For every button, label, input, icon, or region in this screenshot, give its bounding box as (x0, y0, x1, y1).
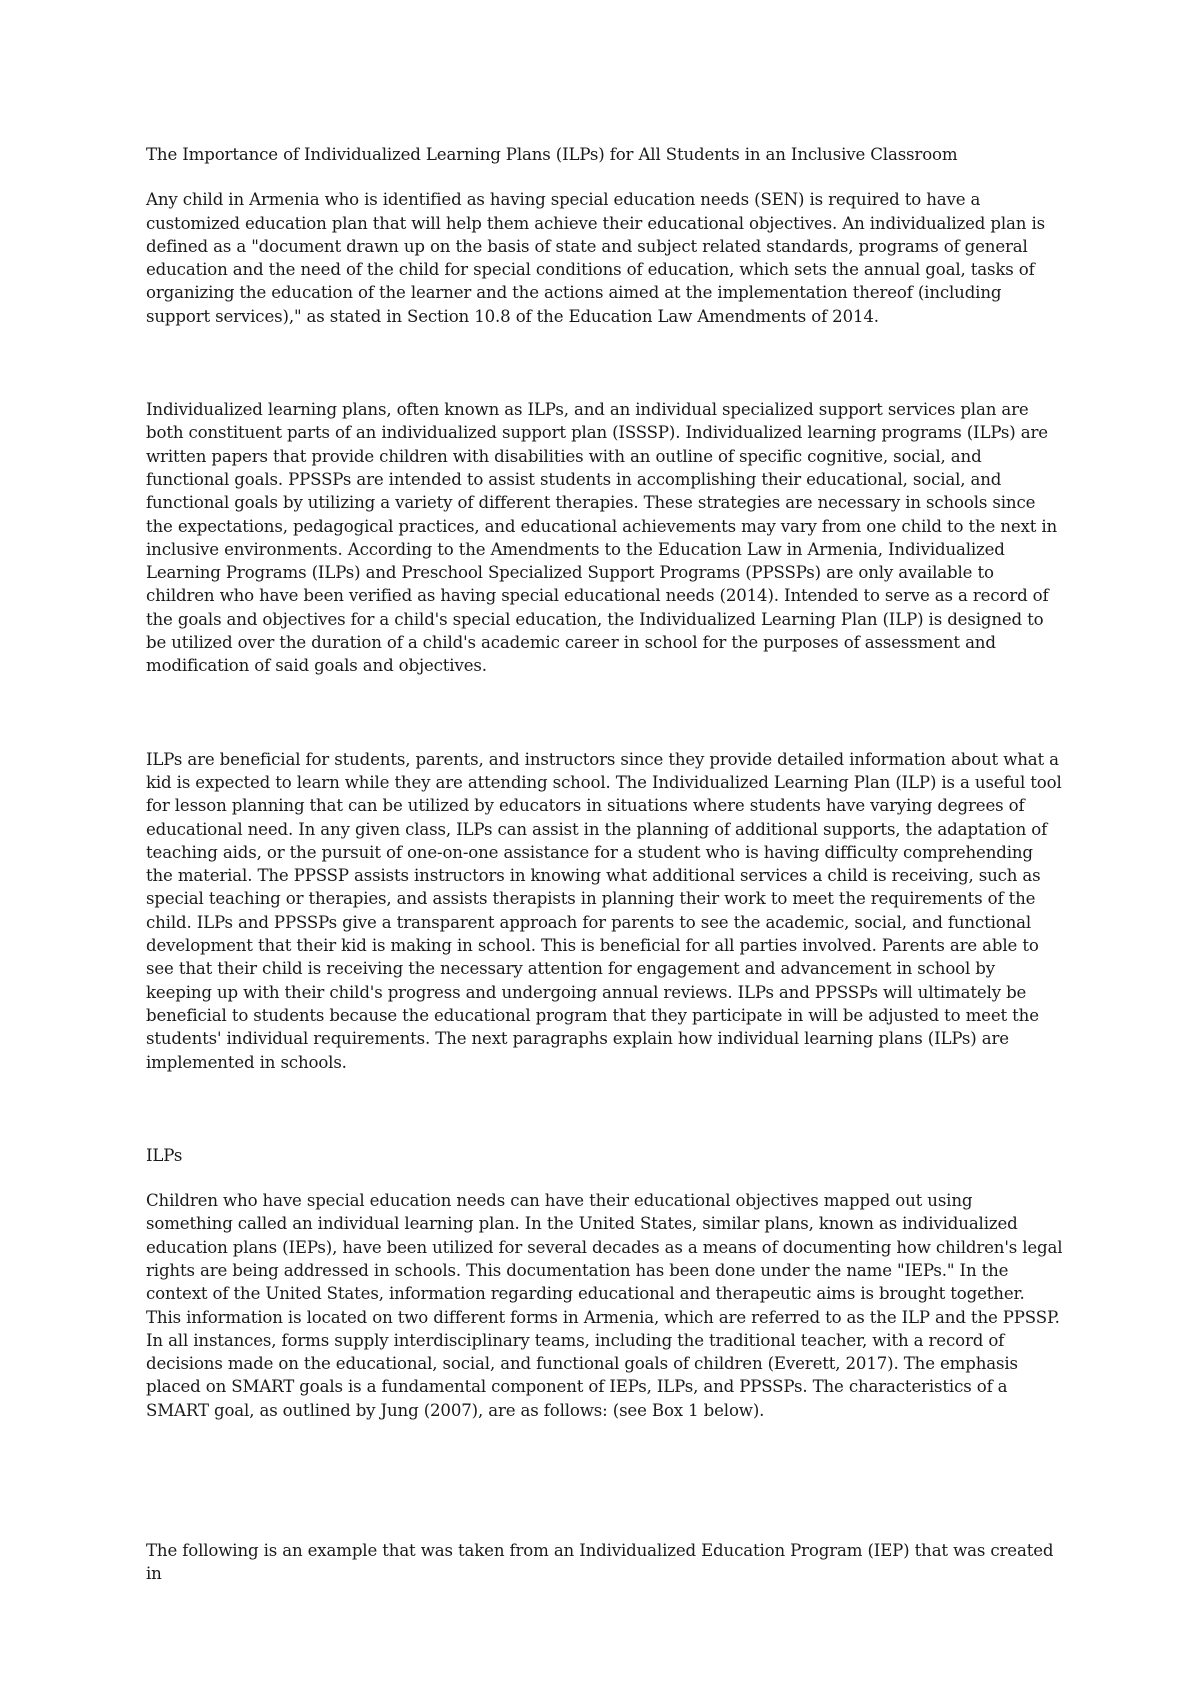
paragraph-ilp-smart-goals: Children who have special education needs can have their educational objectives mapped out using something called an individual learning plan. In the United States, similar plans, known as individualized education plans (IEPs), have been utilized for several decades as a means of documenting how children's legal rights are being addressed in schools. This documentation has been done under the name "IEPs." In the context of the United States, information regarding educational and therapeutic aims is brought together. This information is located on two different forms in Armenia, which are referred to as the ILP and the PPSSP. In all instances, forms supply interdisciplinary teams, including the traditional teacher, with a record of decisions made on the educational, social, and functional goals of children (Everett, 2017). The emphasis placed on SMART goals is a fundamental component of IEPs, ILPs, and PPSSPs. The characteristics of a SMART goal, as outlined by Jung (2007), are as follows: (see Box 1 below). (146, 1191, 1063, 1420)
document-title: The Importance of Individualized Learning Plans (ILPs) for All Students in an Inclusive Classroom (146, 145, 958, 164)
paragraph-ilp-benefits: ILPs are beneficial for students, parents, and instructors since they provide detailed information about what a kid is expected to learn while they are attending school. The Individualized Learning Plan (ILP) is a useful tool for lesson planning that can be utilized by educators in situations where students have varying degrees of educational need. In any given class, ILPs can assist in the planning of additional supports, the adaptation of teaching aids, or the pursuit of one-on-one assistance for a student who is having difficulty comprehending the material. The PPSSP assists instructors in knowing what additional services a child is receiving, such as special teaching or therapies, and assists therapists in planning their work to meet the requirements of the child. ILPs and PPSSPs give a transparent approach for parents to see the academic, social, and functional development that their kid is making in school. This is beneficial for all parties involved. Parents are able to see that their child is receiving the necessary attention for engagement and advancement in school by keeping up with their child's progress and undergoing annual reviews. ILPs and PPSSPs will ultimately be beneficial to students because the educational program that they participate in will be adjusted to meet the students' individual requirements. The next paragraphs explain how individual learning plans (ILPs) are implemented in schools. (146, 749, 1062, 1072)
paragraph-sen-definition: Any child in Armenia who is identified as having special education needs (SEN) is required to have a customized education plan that will help them achieve their educational objectives. An individualized plan is defined as a "document drawn up on the basis of state and subject related standards, programs of general education and the need of the child for special conditions of education, which sets the annual goal, tasks of organizing the education of the learner and the actions aimed at the implementation thereof (including support services)," as stated in Section 10.8 of the Education Law Amendments of 2014. (146, 190, 1045, 326)
section-heading-ilps: ILPs (146, 1145, 183, 1165)
paragraph-ilp-components: Individualized learning plans, often known as ILPs, and an individual specialized support services plan are both constituent parts of an individualized support plan (ISSSP). Individualized learning programs (ILPs) are written papers that provide children with disabilities with an outline of specific cognitive, social, and functional goals. PPSSPs are intended to assist students in accomplishing their educational, social, and functional goals by utilizing a variety of different therapies. These strategies are necessary in schools since the expectations, pedagogical practices, and educational achievements may vary from one child to the next in inclusive environments. According to the Amendments to the Education Law in Armenia, Individualized Learning Programs (ILPs) and Preschool Specialized Support Programs (PPSSPs) are only available to children who have been verified as having special educational needs (2014). Intended to serve as a record of the goals and objectives for a child's special education, the Individualized Learning Plan (ILP) is designed to be utilized over the duration of a child's academic career in school for the purposes of assessment and modification of said goals and objectives. (146, 400, 1058, 676)
paragraph-iep-example: The following is an example that was taken from an Individualized Education Program (IEP) that was created in (146, 1541, 1054, 1584)
document-page (146, 143, 1064, 1586)
